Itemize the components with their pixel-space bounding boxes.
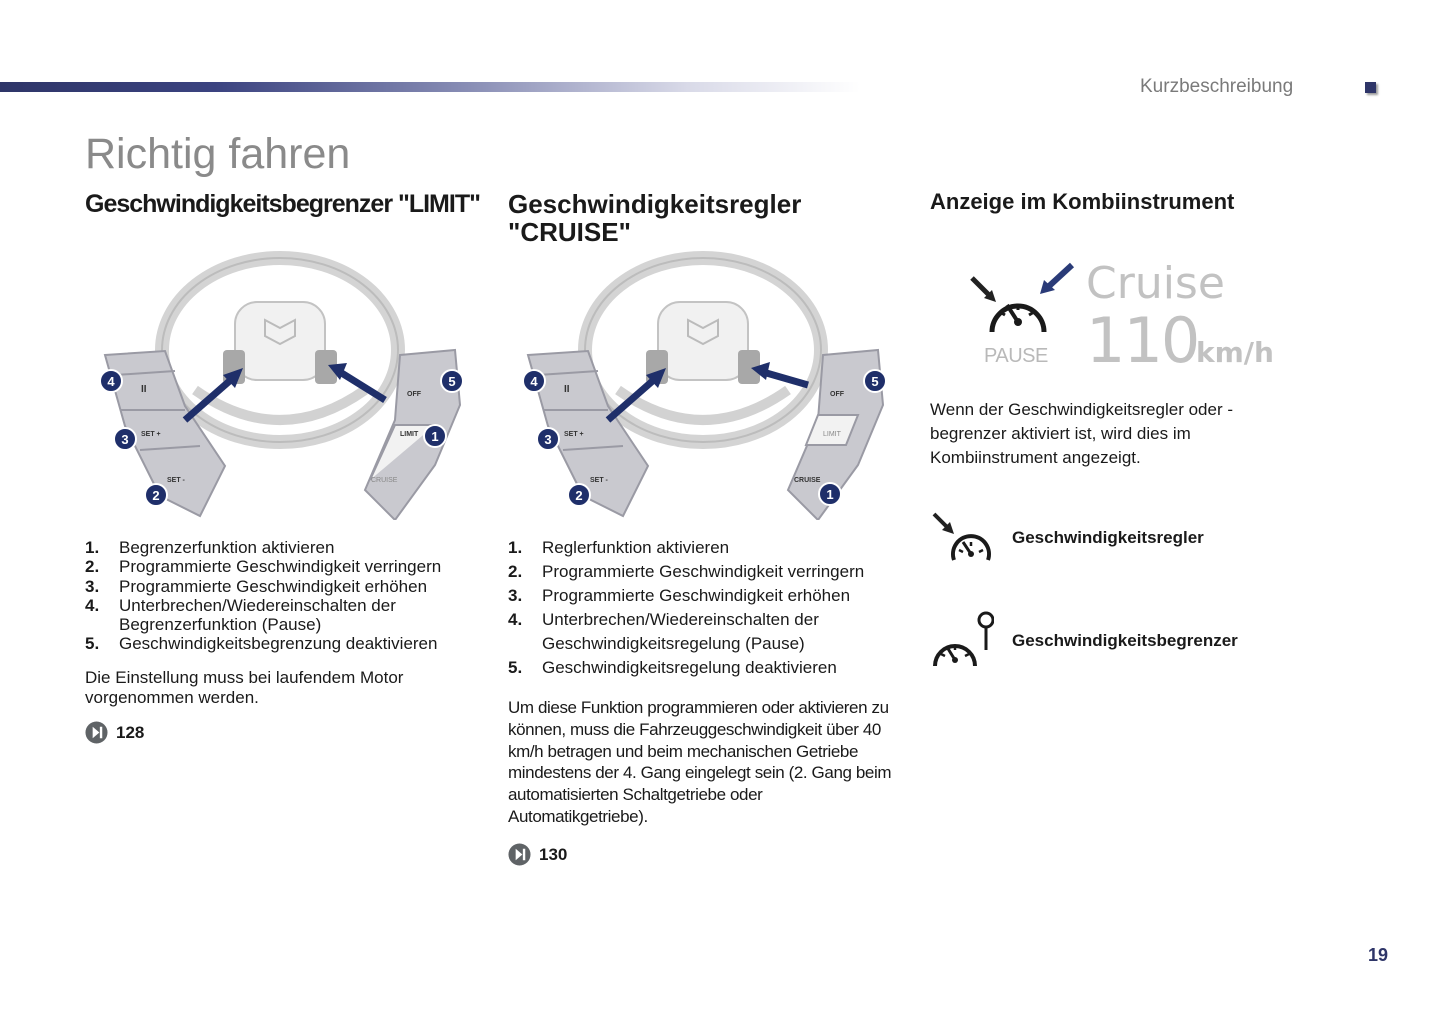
set-plus-key-label: SET +: [141, 431, 161, 438]
list-item: 5. Geschwindigkeitsregelung deaktivieren: [508, 658, 837, 677]
page-reference-number: 128: [116, 722, 145, 742]
cluster-status: PAUSE: [984, 345, 1048, 367]
steering-wheel-cruise-diagram: [518, 250, 898, 520]
off-key-label: OFF: [407, 391, 421, 398]
section-label: Kurzbeschreibung: [1140, 76, 1294, 97]
cruise-step-list: [508, 536, 908, 680]
cluster-unit: km/h: [1196, 336, 1274, 369]
list-item: 4. Unterbrechen/Wiedereinschalten der Geschwindigkeitsregelung (Pause): [508, 610, 819, 653]
badge-5: 5: [871, 374, 879, 389]
badge-2: 2: [152, 488, 160, 503]
set-minus-key-label: SET -: [590, 477, 608, 484]
steering-wheel-limiter-diagram: [95, 250, 475, 520]
badge-1: 1: [431, 429, 439, 444]
instrument-cluster-display: [962, 250, 1292, 380]
set-plus-key-label: SET +: [564, 431, 584, 438]
list-item: 3. Programmierte Geschwindigkeit erhöhen: [85, 576, 428, 596]
limiter-note: Die Einstellung muss bei laufendem Motor vorgenommen werden.: [85, 668, 404, 707]
header-gradient-bar: [0, 82, 860, 92]
limit-key-label: LIMIT: [400, 431, 419, 438]
limiter-step-list: [85, 538, 485, 654]
legend-item-cruise: [930, 510, 1204, 566]
legend-item-limiter: [930, 608, 1238, 674]
section-marker: [1365, 82, 1376, 93]
page-reference-link[interactable]: [85, 721, 144, 744]
display-heading: Anzeige im Kombiinstrument: [930, 189, 1235, 214]
badge-5: 5: [448, 374, 456, 389]
legend-label-limiter: Geschwindigkeitsbegrenzer: [1012, 631, 1238, 650]
badge-3: 3: [121, 432, 129, 447]
badge-3: 3: [544, 432, 552, 447]
speed-limiter-icon: [930, 608, 994, 674]
cruise-note: Um diese Funktion programmieren oder aktivieren zu können, muss die Fahrzeuggeschwindigkeit über 40 km/h betragen und beim mechanischen Getriebe mindestens der 4. Gang eingelegt sein (2. Gang beim automatisierten Schaltgetriebe oder Automatikgetriebe).: [508, 698, 892, 826]
cruise-key-label: CRUISE: [794, 477, 821, 484]
cruise-heading: Geschwindigkeitsregler "CRUISE": [508, 189, 802, 247]
list-item: 4. Unterbrechen/Wiedereinschalten der Begrenzerfunktion (Pause): [85, 595, 396, 635]
list-item: 5. Geschwindigkeitsbegrenzung deaktivieren: [85, 634, 438, 654]
list-item: 1. Reglerfunktion aktivieren: [508, 538, 730, 557]
cluster-mode: Cruise: [1086, 258, 1225, 309]
off-key-label: OFF: [830, 391, 844, 398]
badge-2: 2: [575, 488, 583, 503]
list-item: 2. Programmierte Geschwindigkeit verringern: [508, 562, 865, 581]
list-item: 3. Programmierte Geschwindigkeit erhöhen: [508, 586, 851, 605]
limit-key-label: LIMIT: [823, 431, 841, 438]
badge-4: 4: [530, 374, 538, 389]
display-description: Wenn der Geschwindigkeitsregler oder -begrenzer aktiviert ist, wird dies im Kombiinstrument angezeigt.: [930, 400, 1233, 467]
badge-1: 1: [826, 487, 834, 502]
limiter-heading: Geschwindigkeitsbegrenzer "LIMIT": [85, 190, 480, 218]
badge-4: 4: [107, 374, 115, 389]
pause-key-label: II: [141, 384, 147, 395]
page-title: Richtig fahren: [85, 130, 351, 178]
page-reference-icon: [85, 721, 108, 744]
page-reference-icon: [508, 843, 531, 866]
list-item: 1. Begrenzerfunktion aktivieren: [85, 538, 335, 557]
page-reference-link[interactable]: [508, 843, 567, 866]
cluster-speed: 110: [1086, 304, 1199, 377]
list-item: 2. Programmierte Geschwindigkeit verringern: [85, 557, 442, 577]
pause-key-label: II: [564, 384, 570, 395]
page-reference-number: 130: [539, 844, 568, 864]
cruise-control-icon: [930, 510, 994, 566]
page-number: 19: [1368, 945, 1389, 965]
cruise-key-label: CRUISE: [371, 477, 398, 484]
legend-label-cruise: Geschwindigkeitsregler: [1012, 528, 1204, 547]
set-minus-key-label: SET -: [167, 477, 185, 484]
